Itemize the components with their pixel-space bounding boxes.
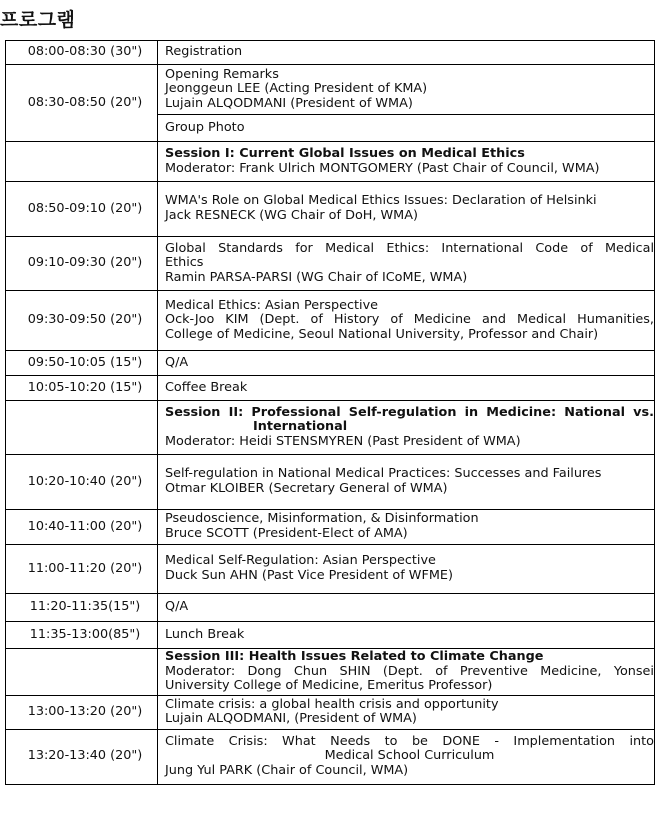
time-cell: 10:20-10:40 (20") [6,455,158,510]
program-row-opening-remarks [6,65,655,115]
program-row-climate-curriculum [6,729,655,784]
speaker: Ramin PARSA-PARSI (WG Chair of ICoME, WMA) [165,269,468,285]
program-row-pseudoscience [6,510,655,545]
description-cell [158,545,655,594]
speaker: Jung Yul PARK (Chair of Council, WMA) [165,763,409,779]
program-row-climate-crisis [6,695,655,729]
program-row-wma-role [6,182,655,237]
description-cell [158,510,655,545]
session-title: Registration [165,44,243,60]
talk-title: Pseudoscience, Misinformation, & Disinformation [165,511,479,527]
page-title: 프로그램 [0,9,76,31]
time-cell: 09:30-09:50 (20") [6,291,158,351]
speaker: Bruce SCOTT (President-Elect of AMA) [165,526,408,541]
description-cell [158,622,655,649]
moderator: Moderator: Dong Chun SHIN (Dept. of Preventive Medicine, Yonsei [165,663,654,679]
program-table [5,40,655,785]
program-row-global-standards [6,237,655,291]
program-row-session-3-header [6,649,655,696]
description-cell [158,729,655,784]
time-cell: 11:35-13:00(85") [6,622,158,649]
program-row-asian-self-regulation [6,545,655,594]
description-cell [158,695,655,729]
speaker: Lujain ALQODMANI, (President of WMA) [165,711,417,727]
session-heading: Session II: Professional Self-regulation in Medicine: National vs. [165,404,654,420]
description-cell [158,237,655,291]
speaker: Jack RESNECK (WG Chair of DoH, WMA) [165,208,418,223]
time-cell: 09:50-10:05 (15") [6,351,158,376]
moderator: Moderator: Frank Ulrich MONTGOMERY (Past Chair of Council, WMA) [165,160,600,176]
program-row-qa [6,594,655,622]
session-title: Group Photo [165,119,245,135]
time-cell: 08:50-09:10 (20") [6,182,158,237]
program-row-registration [6,41,655,65]
description-cell [158,649,655,696]
speaker: Ock-Joo KIM (Dept. of History of Medicine and Medical Humanities, [165,312,654,328]
speaker: Lujain ALQODMANI (President of WMA) [165,95,413,111]
time-cell: 08:00-08:30 (30") [6,41,158,65]
description-cell [158,182,655,237]
moderator-affiliation: University College of Medicine, Emeritus Professor) [165,678,493,694]
time-cell: 10:40-11:00 (20") [6,510,158,545]
description-cell [158,65,655,115]
description-cell [158,142,655,182]
speaker-affiliation: College of Medicine, Seoul National University, Professor and Chair) [165,326,599,342]
description-cell [158,455,655,510]
time-cell: 09:10-09:30 (20") [6,237,158,291]
talk-title: Medical Ethics: Asian Perspective [165,297,379,313]
session-heading: Session I: Current Global Issues on Medical Ethics [165,145,525,161]
description-cell [158,401,655,455]
description-cell [158,115,655,142]
time-cell: 11:20-11:35(15") [6,594,158,622]
talk-title: Self-regulation in National Medical Practices: Successes and Failures [165,466,602,482]
program-row-coffee-break [6,376,655,401]
time-cell: 13:00-13:20 (20") [6,695,158,729]
time-cell [6,142,158,182]
session-heading-continued: International [253,419,348,435]
session-heading: Session III: Health Issues Related to Climate Change [165,649,544,664]
program-row-session-2-header [6,401,655,455]
session-title: Q/A [165,599,189,615]
time-cell [6,649,158,696]
speaker: Jeonggeun LEE (Acting President of KMA) [165,81,428,97]
description-cell [158,351,655,376]
talk-title-continued: Ethics [165,255,204,271]
moderator: Moderator: Heidi STENSMYREN (Past President of WMA) [165,433,521,449]
time-cell: 13:20-13:40 (20") [6,729,158,784]
talk-title-continued: Medical School Curriculum [324,748,495,764]
session-title: Q/A [165,354,189,370]
program-row-self-regulation [6,455,655,510]
talk-title: Medical Self-Regulation: Asian Perspective [165,553,436,569]
program-row-session-1-header [6,142,655,182]
session-title: Lunch Break [165,626,245,642]
speaker: Otmar KLOIBER (Secretary General of WMA) [165,481,448,496]
program-row-asian-perspective-ethics [6,291,655,351]
talk-title: Climate Crisis: What Needs to be DONE - Implementation into [165,733,654,749]
time-cell: 08:30-08:50 (20") [6,65,158,142]
time-cell [6,401,158,455]
talk-title: WMA's Role on Global Medical Ethics Issues: Declaration of Helsinki [165,193,597,209]
description-cell [158,291,655,351]
speaker: Duck Sun AHN (Past Vice President of WFME) [165,568,453,583]
description-cell [158,41,655,65]
program-row-lunch-break [6,622,655,649]
time-cell: 10:05-10:20 (15") [6,376,158,401]
talk-title: Climate crisis: a global health crisis and opportunity [165,696,499,712]
description-cell [158,376,655,401]
session-title: Opening Remarks [165,66,279,82]
time-cell: 11:00-11:20 (20") [6,545,158,594]
talk-title: Global Standards for Medical Ethics: International Code of Medical [165,240,654,256]
description-cell [158,594,655,622]
program-row-qa [6,351,655,376]
session-title: Coffee Break [165,379,248,395]
